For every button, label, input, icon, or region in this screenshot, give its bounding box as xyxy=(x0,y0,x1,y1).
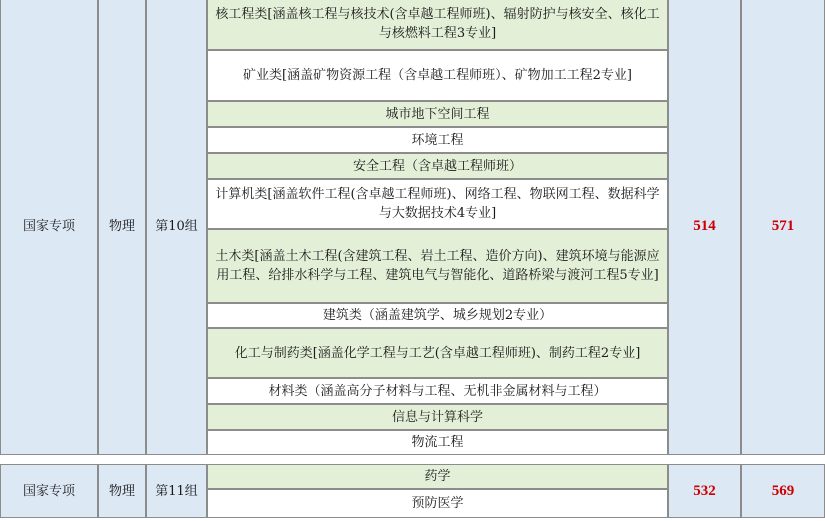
group-cell: 第11组 xyxy=(146,464,207,518)
major-name-cell: 化工与制药类[涵盖化学工程与工艺(含卓越工程师班)、制药工程2专业] xyxy=(207,328,668,378)
subject-cell: 物理 xyxy=(98,464,146,518)
subject-cell: 物理 xyxy=(98,0,146,455)
max-score-cell: 569 xyxy=(741,464,825,518)
major-name-cell: 计算机类[涵盖软件工程(含卓越工程师班)、网络工程、物联网工程、数据科学与大数据技术4专业] xyxy=(207,179,668,229)
major-name-cell: 药学 xyxy=(207,464,668,489)
major-name-cell: 安全工程（含卓越工程师班） xyxy=(207,153,668,179)
min-score-cell: 532 xyxy=(668,464,741,518)
major-name-cell: 环境工程 xyxy=(207,127,668,153)
group-cell: 第10组 xyxy=(146,0,207,455)
major-name-cell: 材料类（涵盖高分子材料与工程、无机非金属材料与工程） xyxy=(207,378,668,404)
major-name-cell: 城市地下空间工程 xyxy=(207,101,668,127)
major-name-cell: 信息与计算科学 xyxy=(207,404,668,430)
category-cell: 国家专项 xyxy=(0,0,98,455)
major-name-cell: 矿业类[涵盖矿物资源工程（含卓越工程师班）、矿物加工工程2专业] xyxy=(207,50,668,101)
major-name-cell: 土木类[涵盖土木工程(含建筑工程、岩土工程、造价方向)、建筑环境与能源应用工程、给排水科学与工程、建筑电气与智能化、道路桥梁与渡河工程5专业] xyxy=(207,229,668,303)
major-name-cell: 预防医学 xyxy=(207,489,668,518)
major-name-cell: 核工程类[涵盖核工程与核技术(含卓越工程师班)、辐射防护与核安全、核化工与核燃料工程3专业] xyxy=(207,0,668,50)
min-score-cell: 514 xyxy=(668,0,741,455)
category-cell: 国家专项 xyxy=(0,464,98,518)
max-score-cell: 571 xyxy=(741,0,825,455)
major-name-cell: 物流工程 xyxy=(207,430,668,455)
major-name-cell: 建筑类（涵盖建筑学、城乡规划2专业） xyxy=(207,303,668,328)
